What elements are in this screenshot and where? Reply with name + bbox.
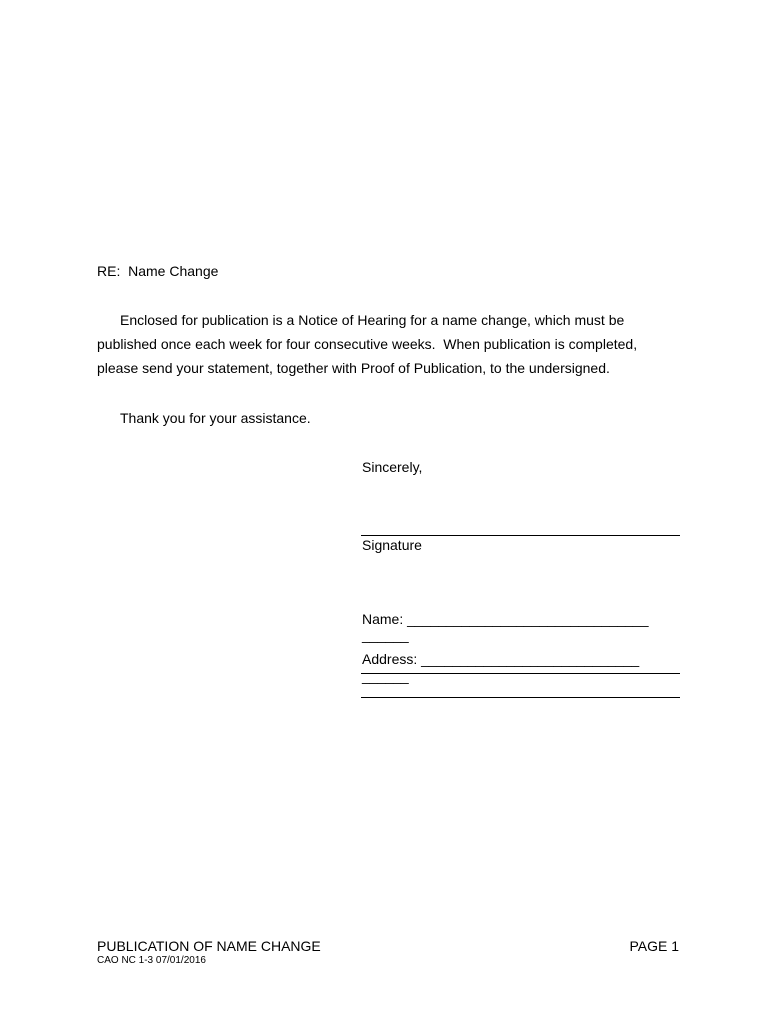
body-line-1: Enclosed for publication is a Notice of Hearing for a name change, which must be	[120, 312, 625, 328]
address-line-2	[361, 697, 680, 698]
thanks-line: Thank you for your assistance.	[120, 410, 311, 426]
signature-label: Signature	[362, 537, 422, 553]
address-field-continuation: ______	[362, 668, 409, 684]
name-field-continuation: ______	[362, 627, 409, 643]
footer-title: PUBLICATION OF NAME CHANGE	[97, 938, 321, 954]
footer-page-number: PAGE 1	[629, 938, 679, 954]
footer-form-code: CAO NC 1-3 07/01/2016	[97, 955, 206, 966]
re-line: RE: Name Change	[97, 263, 219, 279]
address-field: Address: ____________________________	[362, 651, 640, 667]
body-line-2: published once each week for four consecutive weeks. When publication is completed,	[97, 336, 638, 352]
signature-line	[361, 535, 680, 536]
body-line-3: please send your statement, together with Proof of Publication, to the undersigned.	[97, 360, 610, 376]
closing: Sincerely,	[362, 459, 423, 475]
name-field: Name: _______________________________	[362, 611, 649, 627]
